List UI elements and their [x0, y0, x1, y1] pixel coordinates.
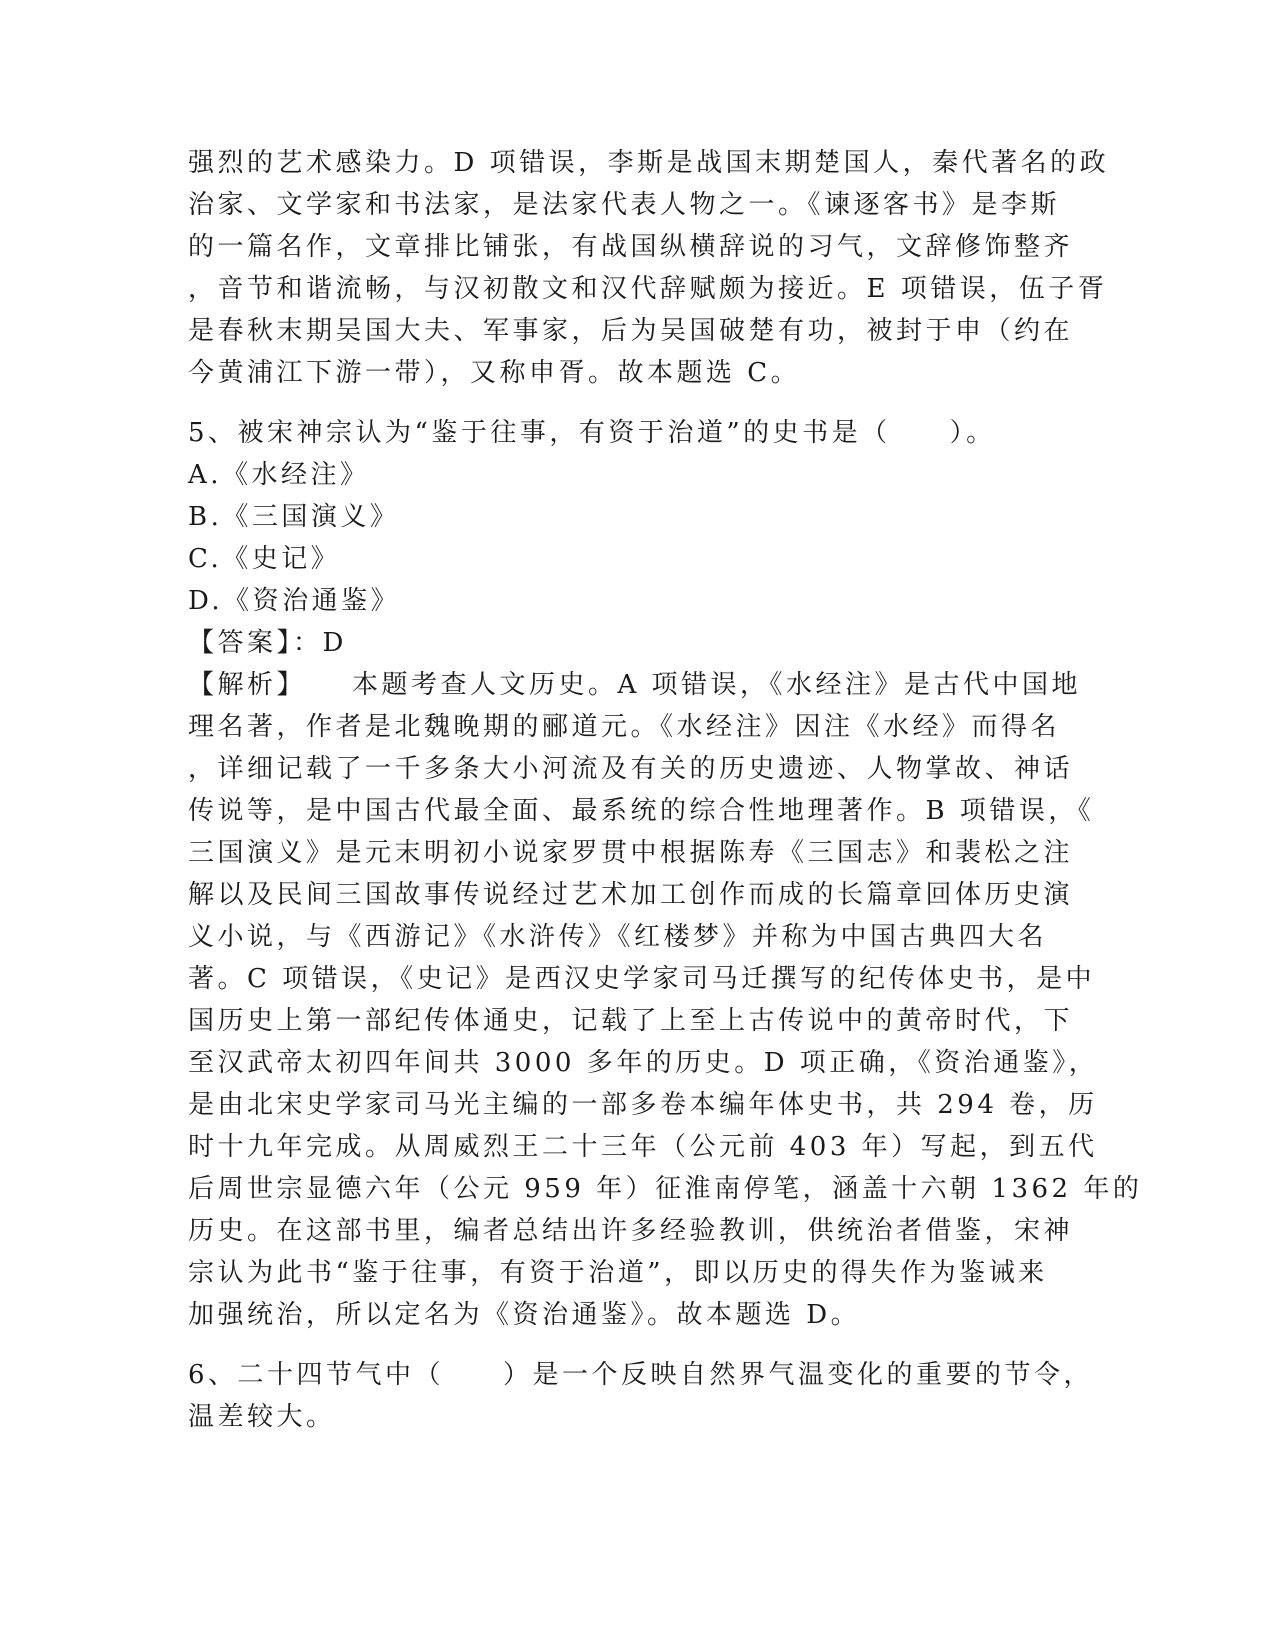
- analysis-line: ，详细记载了一千多条大小河流及有关的历史遗迹、人物掌故、神话: [188, 754, 1074, 784]
- option-b: B.《三国演义》: [188, 502, 400, 532]
- analysis-line: 加强统治，所以定名为《资治通鉴》。故本题选 D。: [188, 1300, 861, 1330]
- analysis-line: 义小说，与《西游记》《水浒传》《红楼梦》并称为中国古典四大名: [188, 922, 1048, 952]
- analysis-line: 历史。在这部书里，编者总结出许多经验教训，供统治者借鉴，宋神: [188, 1216, 1074, 1246]
- analysis-label: 【解析】: [188, 670, 307, 700]
- text-line: 是春秋末期吴国大夫、军事家，后为吴国破楚有功，被封于申（约在: [188, 316, 1074, 346]
- analysis-line: 至汉武帝太初四年间共 3000 多年的历史。D 项正确，《资治通鉴》，: [188, 1048, 1099, 1078]
- question-6: [188, 1354, 1094, 1438]
- spacer: [188, 394, 1088, 412]
- analysis-line: 传说等，是中国古代最全面、最系统的综合性地理著作。B 项错误，《: [188, 796, 1095, 826]
- option-d: D.《资治通鉴》: [188, 586, 401, 616]
- spacer: [188, 1336, 1088, 1354]
- analysis-line: 理名著，作者是北魏晚期的郦道元。《水经注》因注《水经》而得名: [188, 712, 1061, 742]
- analysis-line: 时十九年完成。从周威烈王二十三年（公元前 403 年）写起，到五代: [188, 1132, 1098, 1162]
- analysis-line: 宗认为此书“鉴于往事，有资于治道”，即以历史的得失作为鉴诫来: [188, 1258, 1048, 1288]
- document-page: [188, 142, 1143, 1438]
- question-stem: 温差较大。: [188, 1402, 336, 1432]
- analysis-line: 是由北宋史学家司马光主编的一部多卷本编年体史书，共 294 卷，历: [188, 1090, 1098, 1120]
- question-stem: 6、二十四节气中（ ）是一个反映自然界气温变化的重要的节令，: [188, 1360, 1094, 1390]
- analysis-line: 三国演义》是元末明初小说家罗贯中根据陈寿《三国志》和裴松之注: [188, 838, 1074, 868]
- previous-explanation: [188, 142, 1110, 394]
- text-line: 治家、文学家和书法家，是法家代表人物之一。《谏逐客书》是李斯: [188, 190, 1061, 220]
- analysis-line: 后周世宗显德六年（公元 959 年）征淮南停笔，涵盖十六朝 1362 年的: [188, 1174, 1143, 1204]
- option-c: C.《史记》: [188, 544, 341, 574]
- answer-value: D: [322, 628, 347, 658]
- text-line: 强烈的艺术感染力。D 项错误，李斯是战国末期楚国人，秦代著名的政: [188, 148, 1110, 178]
- question-5: [188, 412, 1143, 1336]
- answer-label: 【答案】：: [188, 628, 323, 658]
- text-line: 今黄浦江下游一带），又称申胥。故本题选 C。: [188, 358, 801, 388]
- analysis-line: 国历史上第一部纪传体通史，记载了上至上古传说中的黄帝时代，下: [188, 1006, 1074, 1036]
- analysis-line: 著。C 项错误，《史记》是西汉史学家司马迁撰写的纪传体史书，是中: [188, 964, 1096, 994]
- answer-line: [188, 622, 1088, 664]
- text-line: 的一篇名作，文章排比铺张，有战国纵横辞说的习气，文辞修饰整齐: [188, 232, 1074, 262]
- question-stem: 5、被宋神宗认为“鉴于往事，有资于治道”的史书是（ ）。: [188, 418, 996, 448]
- analysis-line: 解以及民间三国故事传说经过艺术加工创作而成的长篇章回体历史演: [188, 880, 1074, 910]
- option-a: A.《水经注》: [188, 460, 370, 490]
- analysis-text: 本题考查人文历史。A 项错误，《水经注》是古代中国地: [352, 670, 1082, 700]
- analysis-first-line: [188, 664, 1088, 706]
- text-line: ，音节和谐流畅，与汉初散文和汉代辞赋颇为接近。E 项错误，伍子胥: [188, 274, 1108, 304]
